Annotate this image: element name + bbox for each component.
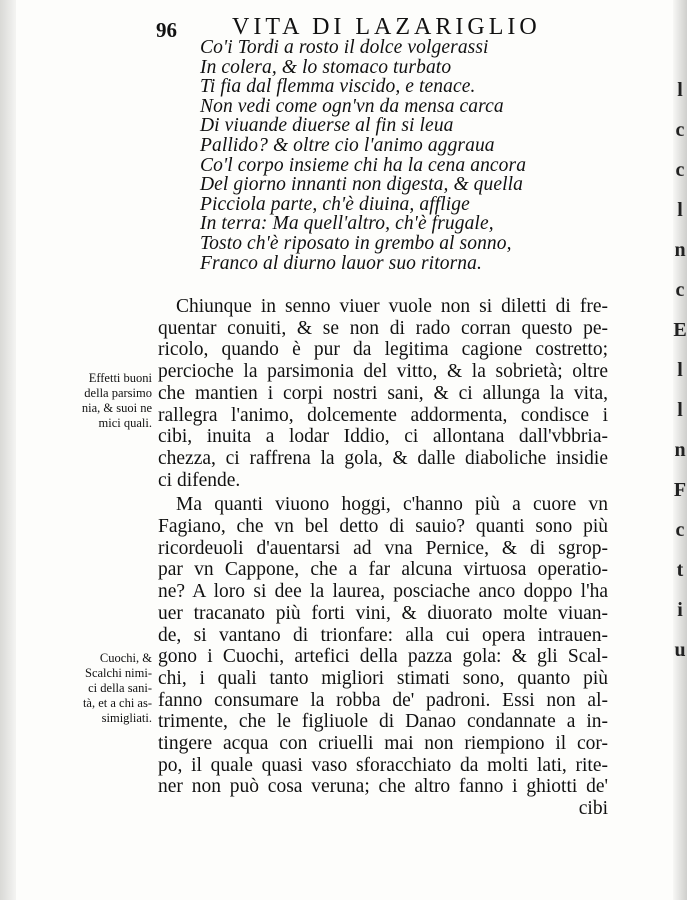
page-number: 96 <box>156 18 177 42</box>
edge-letter: u <box>674 639 686 661</box>
margin-note-line: Scalchi nimi- <box>85 666 152 680</box>
margin-note-line: Cuochi, & <box>99 651 152 665</box>
verse-line: Tosto ch'è riposato in grembo al sonno, <box>200 232 512 254</box>
edge-letter: E <box>673 319 687 341</box>
edge-letter: c <box>675 159 685 181</box>
margin-note-line: nia, & suoi ne <box>81 401 152 415</box>
facing-page-letters <box>673 70 687 670</box>
prose-line: uer tracanato più forti vini, & diuorato molte viuan- <box>158 602 608 624</box>
prose-line: gono i Cuochi, artefici della pazza gola: & gli Scal- <box>158 646 608 668</box>
prose-line: chezza, ci raffrena la gola, & dalle diaboliche insidie <box>158 447 608 469</box>
margin-note-cuochi <box>56 651 152 726</box>
prose-line: chi, i quali tanto migliori stimati sono, quanto più <box>158 667 608 689</box>
margin-note-line: mici quali. <box>98 416 152 430</box>
verse-line: In colera, & lo stomaco turbato <box>200 56 452 78</box>
prose-line: trimente, che le figliuole di Danao condannate a in- <box>158 711 608 733</box>
margin-note-line: tà, et a chi as- <box>82 696 152 710</box>
prose-line: ci difende. <box>158 469 241 491</box>
prose-line: che mantien i corpi nostri sani, & ci allunga la vita, <box>158 382 608 404</box>
verse-line: Non vedi come ogn'vn da mensa carca <box>200 95 504 117</box>
edge-letter: n <box>674 239 686 261</box>
prose-line: fanno consumare la robba de' padroni. Essi non al- <box>158 689 608 711</box>
verse-line: In terra: Ma quell'altro, ch'è frugale, <box>200 213 494 235</box>
edge-letter: l <box>677 399 683 421</box>
edge-letter: c <box>675 519 685 541</box>
margin-note-line: ci della sani- <box>88 681 152 695</box>
running-title: VITA DI LAZARIGLIO <box>232 14 541 40</box>
prose-line: ricordeuoli d'auentarsi ad vna Pernice, & di sgrop- <box>158 537 608 559</box>
verse-line: Franco al diurno lauor suo ritorna. <box>200 252 482 274</box>
edge-letter: F <box>673 479 687 501</box>
prose-line: ner non può cosa veruna; che altro fanno i ghiotti de' <box>158 776 608 798</box>
edge-letter: l <box>677 79 683 101</box>
prose-line: ricolo, quando è pur da legitima cagione costretto; <box>158 339 608 361</box>
verse-block <box>200 38 560 273</box>
prose-line: Ma quanti viuono hoggi, c'hanno più a cuore vn <box>176 494 608 516</box>
prose-line: Chiunque in senno viuer vuole non si diletti di fre- <box>176 296 608 317</box>
prose-line: de, si vantano di trionfare: alla cui opera intrauen- <box>158 624 608 646</box>
verse-line: Di viuande diuerse al fin si leua <box>200 115 454 137</box>
edge-letter: n <box>674 439 686 461</box>
edge-letter: c <box>675 279 685 301</box>
prose-line: par vn Cappone, che a far alcuna virtuosa operatio- <box>158 559 608 581</box>
prose-line: rallegra l'animo, dolcemente addormenta, condisce i <box>158 404 608 426</box>
prose-line: cibi, inuita a lodar Iddio, ci allontana dall'vbbria- <box>158 426 608 448</box>
edge-letter: c <box>675 119 685 141</box>
edge-letter: l <box>677 199 683 221</box>
verse-line: Co'i Tordi a rosto il dolce volgerassi <box>200 37 489 58</box>
margin-note-parsimonia <box>56 371 152 431</box>
facing-page-edge <box>673 0 687 900</box>
edge-letter: l <box>677 359 683 381</box>
prose-line: po, il quale quasi vaso sforacchiato da molti lati, rite- <box>158 754 608 776</box>
verse-line: Del giorno innanti non digesta, & quella <box>200 174 524 196</box>
prose-line: Fagiano, che vn bel detto di sauio? quanti sono più <box>158 516 608 538</box>
verse-line: Ti fia dal flemma viscido, e tenace. <box>200 76 476 98</box>
margin-note-line: Effetti buoni <box>88 371 152 385</box>
prose-line: percioche la parsimonia del vitto, & la sobrietà; oltre <box>158 361 608 383</box>
verse-line: Pallido? & oltre cio l'animo aggraua <box>200 134 495 156</box>
verse-line: Co'l corpo insieme chi ha la cena ancora <box>200 154 527 176</box>
gutter-shadow <box>0 0 16 900</box>
prose-line: ne? A loro si dee la laurea, posciache anco doppo l'ha <box>158 581 608 603</box>
catchword: cibi <box>578 798 608 820</box>
margin-note-line: simigliati. <box>101 711 152 725</box>
margin-note-line: della parsimo <box>84 386 152 400</box>
edge-letter: i <box>677 599 683 621</box>
prose-text <box>158 296 608 820</box>
prose-line: tingere acqua con criuelli mai non riempiono il cor- <box>158 733 608 755</box>
verse-line: Picciola parte, ch'è diuina, afflige <box>200 193 470 215</box>
prose-line: quentar conuiti, & se non di rado corran questo pe- <box>158 317 608 339</box>
edge-letter: t <box>676 559 684 581</box>
